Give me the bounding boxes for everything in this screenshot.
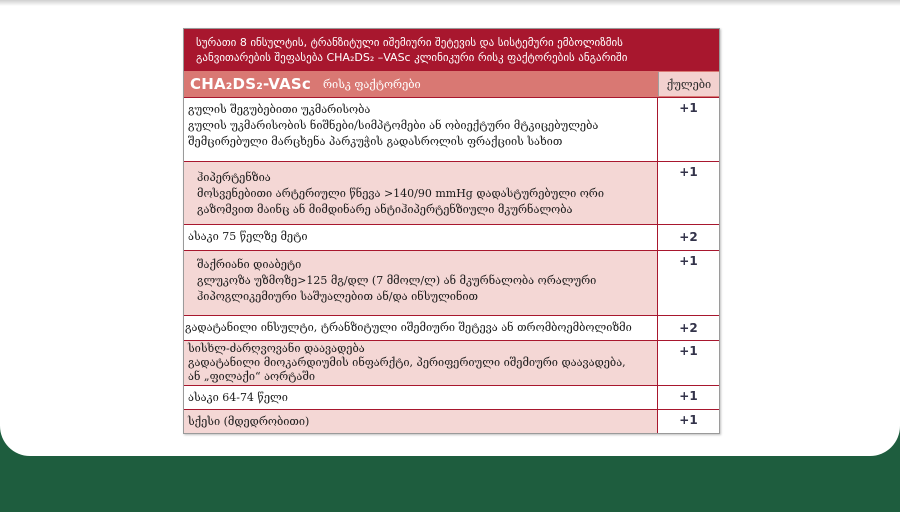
points-cell: +1 <box>658 410 719 433</box>
risk-factor-detail: ან „ფილაქი“ აორტაში <box>188 370 316 383</box>
table-row <box>184 250 719 315</box>
header-risk-cell <box>184 71 657 97</box>
caption-line-2: განვითარების შეფასება CHA₂DS₂ –VASc კლინიკური რისკ ფაქტორების ანგარიში <box>196 51 628 64</box>
table-caption <box>184 29 719 71</box>
risk-factor-detail: გლუკოზა უზმოზე>125 მგ/დლ (7 მმოლ/ლ) ან მკურნალობა ორალური <box>197 274 597 287</box>
points-cell: +1 <box>658 98 719 161</box>
risk-factor-detail: გადატანილი მიოკარდიუმის ინფარქტი, პერიფერიული იშემიური დაავადება, <box>188 356 626 369</box>
points-cell: +1 <box>658 386 719 409</box>
table-row <box>184 97 719 161</box>
risk-factor-detail: მოსვენებითი არტერიული წნევა >140/90 mmHg დადასტურებული ორი <box>197 187 605 200</box>
table-row <box>184 340 719 385</box>
points-cell: +2 <box>658 316 719 340</box>
header-points-label: ქულები <box>666 77 712 91</box>
risk-factor-cell <box>184 410 658 433</box>
points-cell: +1 <box>658 341 719 385</box>
table-row <box>184 224 719 250</box>
table-row <box>184 315 719 340</box>
table-header <box>184 71 719 97</box>
risk-factor-title: გულის შეგუბებითი უკმარისობა <box>188 103 371 116</box>
risk-factor-cell <box>184 162 658 224</box>
risk-factor-cell <box>184 98 658 161</box>
risk-factor-detail: შემცირებული მარცხენა პარკუჭის გადასროლის ფრაქციის სახით <box>188 135 563 148</box>
table-row <box>184 385 719 409</box>
header-points-cell <box>658 72 719 96</box>
risk-factor-title: ასაკი 75 წელზე მეტი <box>188 230 308 243</box>
risk-score-table <box>183 28 720 434</box>
cha2ds2-vasc-logo: CHA₂DS₂-VASc <box>190 75 311 93</box>
table-row <box>184 409 719 433</box>
risk-factor-cell <box>184 316 658 340</box>
risk-factor-detail: გულის უკმარისობის ნიშნები/სიმპტომები ან ობიექტური მტკიცებულება <box>188 119 599 132</box>
risk-factor-title: შაქრიანი დიაბეტი <box>197 258 302 271</box>
risk-factor-title: ასაკი 64-74 წელი <box>188 391 288 404</box>
risk-factor-title: ჰიპერტენზია <box>197 171 271 184</box>
risk-factor-title: გადატანილი ინსულტი, ტრანზიტული იშემიური შეტევა ან თრომბოემბოლიზმი <box>185 321 632 334</box>
points-cell: +2 <box>658 225 719 250</box>
top-shadow <box>0 0 900 6</box>
table-row <box>184 161 719 224</box>
points-cell: +1 <box>658 162 719 224</box>
risk-factor-detail: ჰიპოგლიკემიური საშუალებით ან/და ინსულინით <box>197 290 479 303</box>
risk-factor-detail: გაზომვით მაინც ან მიმდინარე ანტიჰიპერტენზიული მკურნალობა <box>197 203 573 216</box>
risk-factor-cell <box>184 386 658 409</box>
risk-factor-cell <box>184 251 658 315</box>
header-risk-label: რისკ ფაქტორები <box>323 77 421 91</box>
risk-factor-cell <box>184 341 658 385</box>
caption-line-1: სურათი 8 ინსულტის, ტრანზიტული იშემიური შეტევის და სისტემური ემბოლიზმის <box>196 36 623 49</box>
risk-factor-cell <box>184 225 658 250</box>
points-cell: +1 <box>658 251 719 315</box>
risk-factor-title: სისხლ-ძარღვოვანი დაავადება <box>188 342 365 355</box>
risk-factor-title: სქესი (მდედრობითი) <box>188 415 310 428</box>
